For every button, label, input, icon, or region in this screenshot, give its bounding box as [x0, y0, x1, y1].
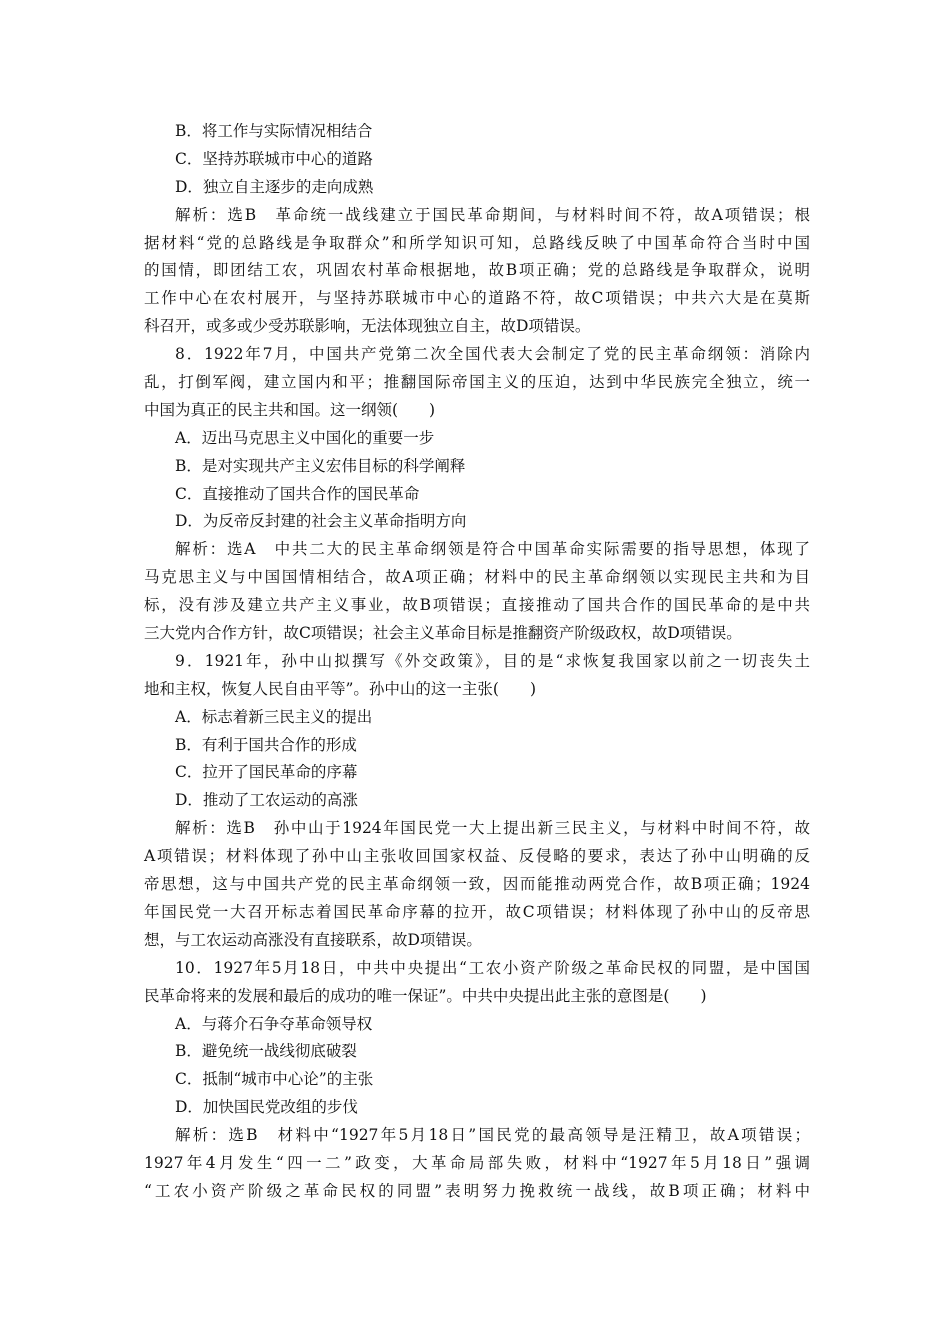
- q8-analysis-line: 三大党内合作方针，故C项错误；社会主义革命目标是推翻资产阶级政权，故D项错误。: [144, 624, 742, 643]
- q8-analysis-line: 解析：选A 中共二大的民主革命纲领是符合中国革命实际需要的指导思想，体现了: [175, 540, 810, 559]
- q9-analysis-line: 年国民党一大召开标志着国民革命序幕的拉开，故C项错误；材料体现了孙中山的反帝思: [144, 902, 810, 921]
- question-8: [144, 341, 810, 648]
- q10-analysis-line: “工农小资产阶级之革命民权的同盟”表明努力挽救统一战线，故B项正确；材料中: [144, 1181, 810, 1200]
- q7-analysis-line: 据材料“党的总路线是争取群众”和所学知识可知，总路线反映了中国革命符合当时中国: [144, 233, 810, 252]
- q10-option-d: D．加快国民党改组的步伐: [175, 1098, 358, 1117]
- text-block: [144, 118, 810, 1206]
- q9-option-d: D．推动了工农运动的高涨: [175, 791, 358, 810]
- q9-stem-line: 地和主权，恢复人民自由平等”。孙中山的这一主张( ): [144, 679, 537, 698]
- question-7: [144, 118, 810, 341]
- question-9: [144, 648, 810, 955]
- q7-option-c: C．坚持苏联城市中心的道路: [175, 149, 373, 168]
- q8-stem-line: 中国为真正的民主共和国。这一纲领( ): [144, 400, 436, 419]
- q9-option-b: B．有利于国共合作的形成: [175, 735, 357, 754]
- q8-option-b: B．是对实现共产主义宏伟目标的科学阐释: [175, 456, 466, 475]
- q10-analysis-line: 1927年4月发生“四一二”政变，大革命局部失败，材料中“1927年5月18日”强调: [144, 1153, 810, 1172]
- q10-option-c: C．抵制“城市中心论”的主张: [175, 1070, 374, 1089]
- q9-option-a: A．标志着新三民主义的提出: [175, 707, 373, 726]
- q10-option-b: B．避免统一战线彻底破裂: [175, 1042, 357, 1061]
- q8-stem-line: 乱，打倒军阀，建立国内和平；推翻国际帝国主义的压迫，达到中华民族完全独立，统一: [144, 373, 810, 392]
- q7-analysis-line: 科召开，或多或少受苏联影响，无法体现独立自主，故D项错误。: [144, 317, 591, 336]
- q9-analysis-line: A项错误；材料体现了孙中山主张收回国家权益、反侵略的要求，表达了孙中山明确的反: [144, 847, 810, 866]
- q9-analysis-line: 想，与工农运动高涨没有直接联系，故D项错误。: [144, 930, 482, 949]
- q8-option-d: D．为反帝反封建的社会主义革命指明方向: [175, 512, 467, 531]
- q7-option-b: B．将工作与实际情况相结合: [175, 122, 373, 140]
- question-10: [144, 955, 810, 1206]
- q9-stem-line: 9．1921年，孙中山拟撰写《外交政策》，目的是“求恢复我国家以前之一切丧失土: [175, 651, 810, 670]
- q9-analysis-line: 帝思想，这与中国共产党的民主革命纲领一致，因而能推动两党合作，故B项正确；1924: [144, 875, 810, 894]
- q8-stem-line: 8．1922年7月，中国共产党第二次全国代表大会制定了党的民主革命纲领：消除内: [175, 345, 810, 364]
- q10-stem-line: 民革命将来的发展和最后的成功的唯一保证”。中共中央提出此主张的意图是( ): [144, 986, 707, 1005]
- q7-analysis-line: 解析：选B 革命统一战线建立于国民革命期间，与材料时间不符，故A项错误；根: [175, 205, 810, 224]
- q9-option-c: C．拉开了国民革命的序幕: [175, 763, 358, 782]
- q7-analysis-line: 的国情，即团结工农，巩固农村革命根据地，故B项正确；党的总路线是争取群众，说明: [144, 261, 810, 280]
- q8-option-c: C．直接推动了国共合作的国民革命: [175, 484, 420, 503]
- q8-analysis-line: 马克思主义与中国国情相结合，故A项正确；材料中的民主革命纲领以实现民主共和为目: [144, 568, 810, 587]
- q9-analysis-line: 解析：选B 孙中山于1924年国民党一大上提出新三民主义，与材料中时间不符，故: [175, 819, 810, 838]
- q8-analysis-line: 标，没有涉及建立共产主义事业，故B项错误；直接推动了国共合作的国民革命的是中共: [144, 596, 810, 615]
- q10-stem-line: 10．1927年5月18日，中共中央提出“工农小资产阶级之革命民权的同盟，是中国国: [175, 958, 810, 977]
- q8-option-a: A．迈出马克思主义中国化的重要一步: [175, 428, 435, 447]
- q10-analysis-line: 解析：选B 材料中“1927年5月18日”国民党的最高领导是汪精卫，故A项错误；: [175, 1126, 810, 1145]
- q7-analysis-line: 工作中心在农村展开，与坚持苏联城市中心的道路不符，故C项错误；中共六大是在莫斯: [144, 289, 810, 308]
- q10-option-a: A．与蒋介石争夺革命领导权: [175, 1014, 373, 1033]
- q7-option-d: D．独立自主逐步的走向成熟: [175, 177, 374, 196]
